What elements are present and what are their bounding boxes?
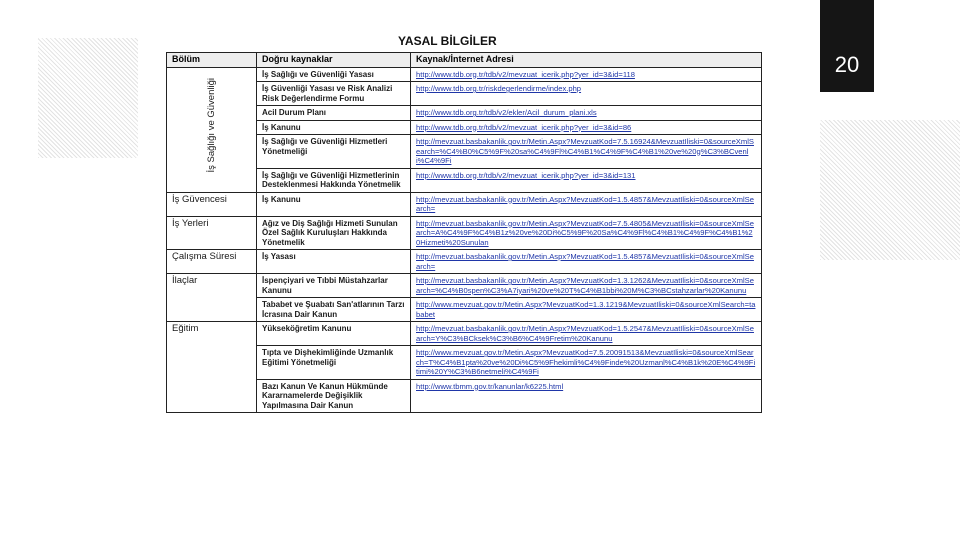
section-guvence: İş Güvencesi (167, 192, 257, 216)
source-cell: Tababet ve Şuabatı San'atlarının Tarzı İcrasına Dair Kanun (257, 298, 411, 322)
table-row (167, 106, 762, 121)
section-egitim: Eğitim (167, 322, 257, 413)
header-source: Doğru kaynaklar (257, 53, 411, 68)
url-link[interactable]: http://www.tbmm.gov.tr/kanunlar/k6225.html (411, 379, 762, 413)
table-row (167, 346, 762, 380)
section-ilaclar: İlaçlar (167, 274, 257, 322)
table-row (167, 322, 762, 346)
table-header-row (167, 53, 762, 68)
table-row (167, 216, 762, 250)
table-row (167, 379, 762, 413)
source-cell: İş Kanunu (257, 120, 411, 135)
decorative-pattern-right (820, 120, 960, 260)
url-link[interactable]: http://mevzuat.basbakanlik.gov.tr/Metin.Aspx?MevzuatKod=1.5.4857&MevzuatIliski=0&sourceXmlSearch= (411, 192, 762, 216)
url-link[interactable]: http://www.mevzuat.gov.tr/Metin.Aspx?MevzuatKod=1.3.1219&MevzuatIliski=0&sourceXmlSearch=tababet (411, 298, 762, 322)
slide-number-box (820, 0, 874, 92)
source-cell: İş Sağlığı ve Güvenliği Yasası (257, 67, 411, 82)
document-image (160, 28, 770, 540)
section-cell-isg (167, 67, 257, 192)
section-isg: İş Sağlığı ve Güvenliği (205, 77, 217, 173)
document-title: YASAL BİLGİLER (398, 34, 497, 48)
source-cell: İş Yasası (257, 250, 411, 274)
legal-sources-table (166, 52, 762, 413)
url-link[interactable]: http://www.tdb.org.tr/tdb/v2/mevzuat_icerik.php?yer_id=3&id=131 (411, 168, 762, 192)
url-link[interactable]: http://www.tdb.org.tr/tdb/v2/ekler/Acil_durum_plani.xls (411, 106, 762, 121)
table-row (167, 135, 762, 169)
url-link[interactable]: http://www.tdb.org.tr/riskdegerlendirme/index.php (411, 82, 762, 106)
source-cell: Bazı Kanun Ve Kanun Hükmünde Kararnamelerde Değişiklik Yapılmasına Dair Kanun (257, 379, 411, 413)
table-row (167, 250, 762, 274)
url-link[interactable]: http://mevzuat.basbakanlik.gov.tr/Metin.Aspx?MevzuatKod=1.5.2547&MevzuatIliski=0&sourceXmlSearch=Y%C3%BCksek%C3%B6%C4%9Fretim%20Kanunu (411, 322, 762, 346)
table-row (167, 168, 762, 192)
header-section: Bölüm (167, 53, 257, 68)
source-cell: İş Kanunu (257, 192, 411, 216)
source-cell: Tıpta ve Dişhekimliğinde Uzmanlık Eğitimi Yönetmeliği (257, 346, 411, 380)
source-cell: İş Sağlığı ve Güvenliği Hizmetlerinin Desteklenmesi Hakkında Yönetmelik (257, 168, 411, 192)
url-link[interactable]: http://mevzuat.basbakanlik.gov.tr/Metin.Aspx?MevzuatKod=7.5.4805&MevzuatIliski=0&sourceXmlSearch=A%C4%9F%C4%B1z%20ve%20Di%C5%9F%20Sa%C4%9Fl%C4%B1%C4%9F%C4%B1%20Hizmeti%20Sunulan (411, 216, 762, 250)
source-cell: Yükseköğretim Kanunu (257, 322, 411, 346)
table-row (167, 274, 762, 298)
source-cell: İspençiyari ve Tıbbi Müstahzarlar Kanunu (257, 274, 411, 298)
source-cell: İş Sağlığı ve Güvenliği Hizmetleri Yönetmeliği (257, 135, 411, 169)
source-cell: Acil Durum Planı (257, 106, 411, 121)
url-link[interactable]: http://www.tdb.org.tr/tdb/v2/mevzuat_icerik.php?yer_id=3&id=118 (411, 67, 762, 82)
table-row (167, 192, 762, 216)
table-row (167, 120, 762, 135)
decorative-pattern-left (38, 38, 138, 158)
source-cell: Ağız ve Diş Sağlığı Hizmeti Sunulan Özel Sağlık Kuruluşları Hakkında Yönetmelik (257, 216, 411, 250)
header-address: Kaynak/İnternet Adresi (411, 53, 762, 68)
table-row (167, 82, 762, 106)
section-yerleri: İş Yerleri (167, 216, 257, 250)
table-row (167, 298, 762, 322)
table-row (167, 67, 762, 82)
url-link[interactable]: http://mevzuat.basbakanlik.gov.tr/Metin.Aspx?MevzuatKod=1.3.1262&MevzuatIliski=0&sourceXmlSearch=%C4%B0spen%C3%A7iyari%20ve%20T%C4%B1bbi%20M%C3%BCstahzarlar%20Kanunu (411, 274, 762, 298)
url-link[interactable]: http://www.mevzuat.gov.tr/Metin.Aspx?MevzuatKod=7.5.20091513&MevzuatIliski=0&sourceXmlSearch=T%C4%B1pta%20ve%20Di%C5%9Fhekimli%C4%9Finde%20Uzmanl%C4%B1k%20E%C4%9Fitimi%20Y%C3%B6netmeli%C4%9Fi (411, 346, 762, 380)
section-calisma: Çalışma Süresi (167, 250, 257, 274)
url-link[interactable]: http://mevzuat.basbakanlik.gov.tr/Metin.Aspx?MevzuatKod=7.5.16924&MevzuatIliski=0&sourceXmlSearch=%C4%B0%C5%9F%20sa%C4%9Fl%C4%B1%C4%9F%C4%B1%20ve%20g%C3%BCvenli%C4%9Fi (411, 135, 762, 169)
slide-number: 20 (834, 52, 860, 77)
source-cell: İş Güvenliği Yasası ve Risk Analizi Risk Değerlendirme Formu (257, 82, 411, 106)
url-link[interactable]: http://mevzuat.basbakanlik.gov.tr/Metin.Aspx?MevzuatKod=1.5.4857&MevzuatIliski=0&sourceXmlSearch= (411, 250, 762, 274)
url-link[interactable]: http://www.tdb.org.tr/tdb/v2/mevzuat_icerik.php?yer_id=3&id=86 (411, 120, 762, 135)
